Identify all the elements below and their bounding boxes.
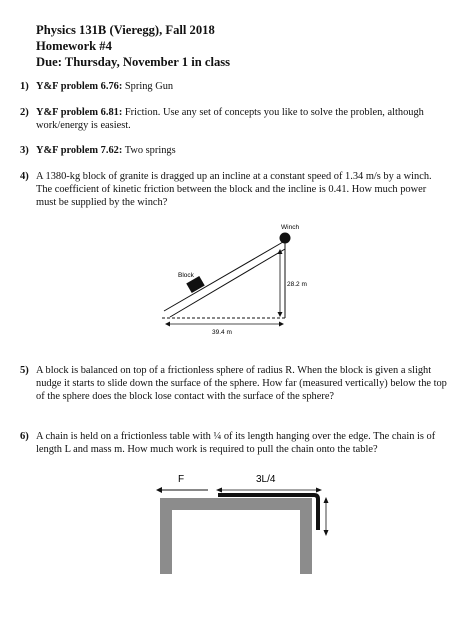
problem-3-label: Y&F problem 7.62: xyxy=(36,145,123,156)
height-label: 28.2 m xyxy=(287,281,307,288)
problem-4-number: 4) xyxy=(20,171,29,182)
chain-length-arrow-right-head xyxy=(316,488,322,493)
chain-length-label: 3L/4 xyxy=(256,474,276,485)
winch-icon xyxy=(280,233,291,244)
homework-course-title: Physics 131B (Vieregg), Fall 2018 xyxy=(36,23,215,37)
problem-5-text: A block is balanced on top of a frictionless sphere of radius R. When the block is given a slight nudge it starts to slide down the surface of the sphere. How far (measured vertically) below the top of the sphere does the block lose contact with the surface of the sphere? xyxy=(36,365,447,403)
force-label: F xyxy=(178,474,185,485)
problem-3-number: 3) xyxy=(20,145,29,156)
problem-4-text: A 1380-kg block of granite is dragged up an incline at a constant speed of 1.34 m/s by a winch. The coefficient of kinetic friction between the block and the incline is 0.41. How much power must be supplied by the winch? xyxy=(36,171,432,209)
problem-5-number: 5) xyxy=(20,365,29,376)
chain-length-arrow-left-head xyxy=(216,488,222,493)
chain-table-figure xyxy=(150,468,340,578)
base-arrow-left-head xyxy=(165,322,170,327)
problem-1-text: Spring Gun xyxy=(122,81,174,92)
problem-6-number: 6) xyxy=(20,431,29,442)
problem-6-text: A chain is held on a frictionless table with ¼ of its length hanging over the edge. The chain is of length L and mass m. How much work is required to pull the chain onto the table? xyxy=(36,431,436,456)
base-arrow-right-head xyxy=(279,322,284,327)
problem-1-label: Y&F problem 6.76: xyxy=(36,81,123,92)
problem-2 xyxy=(36,106,448,132)
homework-due-date: Due: Thursday, November 1 in class xyxy=(36,55,231,69)
problem-3 xyxy=(36,144,448,157)
problem-1-number: 1) xyxy=(20,81,29,92)
problem-2-label: Y&F problem 6.81: xyxy=(36,107,123,118)
block-label: Block xyxy=(178,272,194,279)
hanging-arrow-bottom-head xyxy=(324,530,329,536)
problem-1 xyxy=(36,80,448,93)
height-arrow-bottom-head xyxy=(278,312,283,317)
problem-2-number: 2) xyxy=(20,107,29,118)
problem-2-text: Friction. Use any set of concepts you like to solve the problen, although work/energy is easiest. xyxy=(36,107,424,132)
problem-3-text: Two springs xyxy=(122,145,176,156)
base-label: 39.4 m xyxy=(212,329,232,336)
hanging-arrow-top-head xyxy=(324,497,329,503)
table-shape xyxy=(160,498,312,574)
incline-figure xyxy=(150,218,310,340)
homework-number: Homework #4 xyxy=(36,39,112,53)
winch-label: Winch xyxy=(281,224,300,231)
force-arrow-head xyxy=(156,487,162,493)
